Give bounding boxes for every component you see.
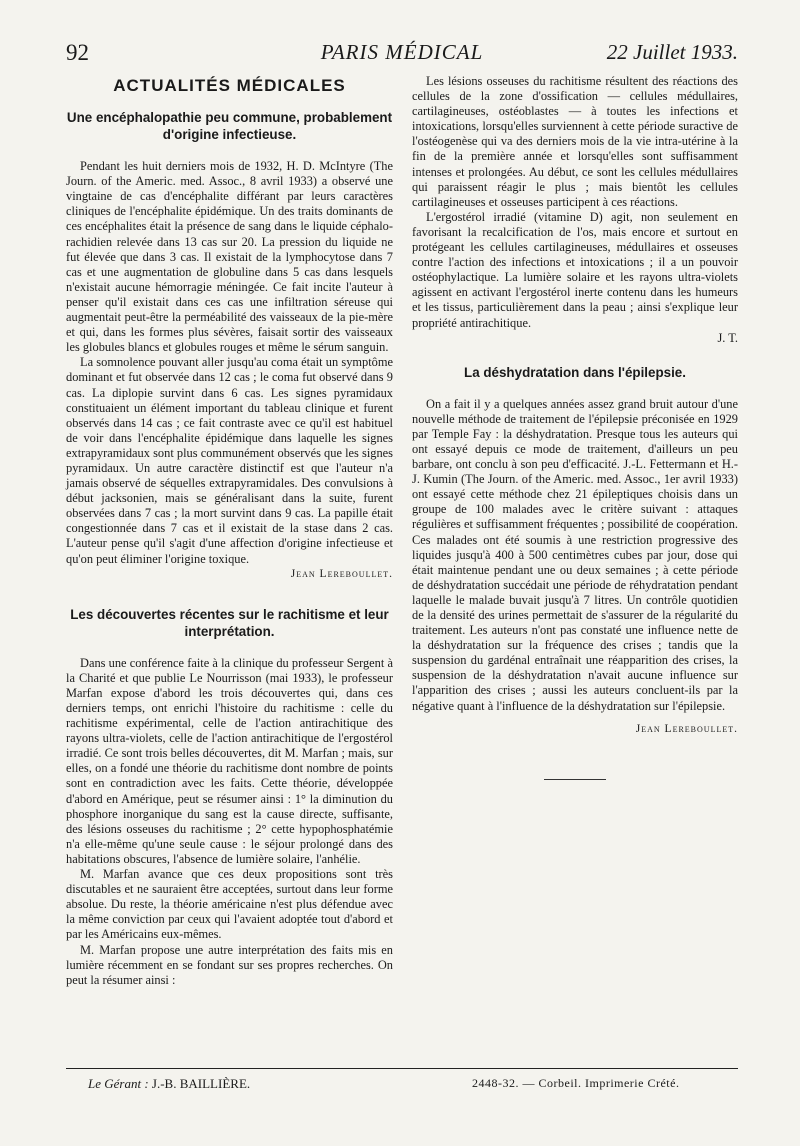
author-signature: Jean Lereboullet. xyxy=(635,722,738,735)
article-title: Une encéphalopathie peu commune, probablement d'origine infectieuse. xyxy=(66,110,393,143)
issue-date: 22 Juillet 1933. xyxy=(606,40,738,64)
journal-title: PARIS MÉDICAL xyxy=(320,40,484,64)
footer-printer: 2448-32. — Corbeil. Imprimerie Crété. xyxy=(472,1076,680,1090)
article-title: La déshydratation dans l'épilepsie. xyxy=(464,364,686,380)
page-number: 92 xyxy=(66,40,89,65)
article-paragraph: La somnolence pouvant aller jusqu'au coma était un symptôme dominant et fut observée dans 12 cas ; le coma fut observé dans 9 cas. La diplopie survint dans 6 cas. Les signes pyramidaux constituaient un élément important du tableau clinique et furent observés dans 14 cas ; ce fait contraste avec ce qu'il est habituel de voir dans l'encéphalite épidémique dans laquelle les signes extrapyramidaux sont plus communément observés que les signes pyramidaux. Un autre caractère distinctif est que l'auteur n'a jamais observé de séquelles extrapyramidales. Des convulsions à début jacksonien, mais se généralisant dans la suite, furent observées dans 7 cas ; la mort survint dans 9 cas. La papille était congestionnée dans 7 cas et il existait de la stase dans 2 cas. L'auteur pense qu'il s'agit d'une affection d'origine infectieuse et qu'on peut éliminer l'origine toxique. xyxy=(66,355,393,566)
article-title: Les découvertes récentes sur le rachitisme et leur interprétation. xyxy=(70,606,389,639)
footer-gerant xyxy=(88,1076,250,1092)
article-paragraph: Les lésions osseuses du rachitisme résultent des réactions des cellules de la zone d'ossification — cellules médullaires, cartilagineuses, ostéoblastes — à toutes les infections et intoxications, lorsqu'elles surviennent à cette période suractive de l'ostéogenèse qui va des derniers mois de la vie intra-utérine à la fin de la première année et lorsqu'elles sont suffisamment intenses et prolongées. Au début, ce sont les cellules médullaires qui paraissent réagir le plus ; mais bientôt les cellules cartilagineuses et osseuses participent à ces réactions. xyxy=(412,74,738,209)
article-paragraph: M. Marfan avance que ces deux propositions sont très discutables et ne sauraient être acceptées, surtout dans leur forme absolue. Du reste, la théorie américaine n'est plus défendue avec la même conviction par ceux qui l'avaient adoptée tout d'abord et par les Américains eux-mêmes. xyxy=(66,867,393,942)
gerant-label: Le Gérant : xyxy=(88,1076,149,1091)
page-header xyxy=(66,40,738,70)
footer-rule xyxy=(66,1068,738,1069)
right-column xyxy=(412,74,738,780)
gerant-name: J.-B. BAILLIÈRE. xyxy=(151,1076,251,1091)
article-paragraph: Pendant les huit derniers mois de 1932, H. D. McIntyre (The Journ. of the Americ. med. Assoc., 8 avril 1933) a observé une vingtaine de cas d'encéphalite différant par leurs caractères cliniques de l'encéphalite épidémique. Un des traits dominants de ces encéphalites était la présence de sang dans le liquide céphalo-rachidien relevée dans 13 cas sur 20. La pression du liquide ne fut élevée que dans 3 cas. Il existait de la lymphocytose dans 7 cas et une augmentation de globuline dans 5 cas dans lesquels n'existait aucune hémorragie méningée. Ce fait incite l'auteur à penser qu'il existait dans ces cas une infiltration séreuse qui augmentait peut-être la perméabilité des vaisseaux de la pie-mère et qui, dans les formes plus sévères, faisait sortir des vaisseaux les globules blancs et globules rouges et même le sérum sanguin. xyxy=(66,159,393,355)
article-paragraph: L'ergostérol irradié (vitamine D) agit, non seulement en favorisant la recalcification de l'os, mais encore et surtout en protégeant les cellules cartilagineuses, médullaires et osseuses contre l'action des infections et intoxications ; il a un pouvoir ostéophylactique. La lumière solaire et les rayons ultra-violets agissent en activant l'ergostérol inerte contenu dans les humeurs et les tissus, particulièrement dans la peau ; ainsi s'explique leur propriété antirachitique. xyxy=(412,209,738,330)
author-signature: Jean Lereboullet. xyxy=(290,567,393,580)
article-paragraph: On a fait il y a quelques années assez grand bruit autour d'une nouvelle méthode de traitement de l'épilepsie préconisée en 1929 par Temple Fay : la déshydratation. Presque tous les auteurs qui ont essayé depuis ce mode de traitement, d'ailleurs un peu barbare, ont conclu à son peu d'efficacité. J.-L. Fettermann et H.-J. Kumin (The Journ. of the Americ. med. Assoc., 1er avril 1933) ont essayé cette méthode chez 21 épileptiques choisis dans un groupe de 100 malades avec le critère suivant : attaques régulières et suffisamment fréquentes ; possibilité de coopération. Ces malades ont été soumis à une restriction progressive des liquides jusqu'à 400 à 500 centimètres cubes par jour, dose qui était maintenue pendant une ou deux semaines ; à cette période de déshydratation succédait une période de réhydratation pendant laquelle le malade buvait jusqu'à 7 litres. Un contrôle quotidien de la densité des urines permettait de s'assurer de la régularité du traitement. Les auteurs n'ont pas constaté une influence nette de la déshydratation sur la fréquence des crises ; tandis que la suspension du gardénal entraînait une réapparition des crises, la suspension de la déshydratation n'avait aucune influence sur l'apparition des crises ; aussi les auteurs concluent-ils par la négative quant à l'influence de la déshydratation sur l'épilepsie. xyxy=(412,396,738,713)
section-title: ACTUALITÉS MÉDICALES xyxy=(113,76,346,95)
article-paragraph: M. Marfan propose une autre interprétation des faits mis en lumière récemment en se fondant sur ses propres recherches. On peut la résumer ainsi : xyxy=(66,942,393,987)
end-divider xyxy=(544,779,606,780)
author-initials: J. T. xyxy=(717,330,738,345)
left-column xyxy=(66,74,393,988)
article-paragraph: Dans une conférence faite à la clinique du professeur Sergent à la Charité et que publie Le Nourrisson (mai 1933), le professeur Marfan expose d'abord les trois découvertes qui, dans ces derniers temps, ont enrichi l'histoire du rachitisme : celle du rachitisme expérimental, celle de l'action antirachitique des rayons ultra-violets, celle de l'action antirachitique de l'ergostérol irradié. Ce sont trois belles découvertes, dit M. Marfan ; mais, sur elles, on a fondé une théorie du rachitisme dont nombre de points sont en contradiction avec les faits. Cette théorie, développée d'abord en Amérique, peut se résumer ainsi : 1° la diminution du phosphore inorganique du sang est la cause directe, suffisante, des lésions osseuses du rachitisme ; 2° cette hypophosphatémie n'a elle-même qu'une seule cause : le séjour prolongé dans des habitations obscures, l'absence de lumière solaire, l'anhélie. xyxy=(66,655,393,866)
